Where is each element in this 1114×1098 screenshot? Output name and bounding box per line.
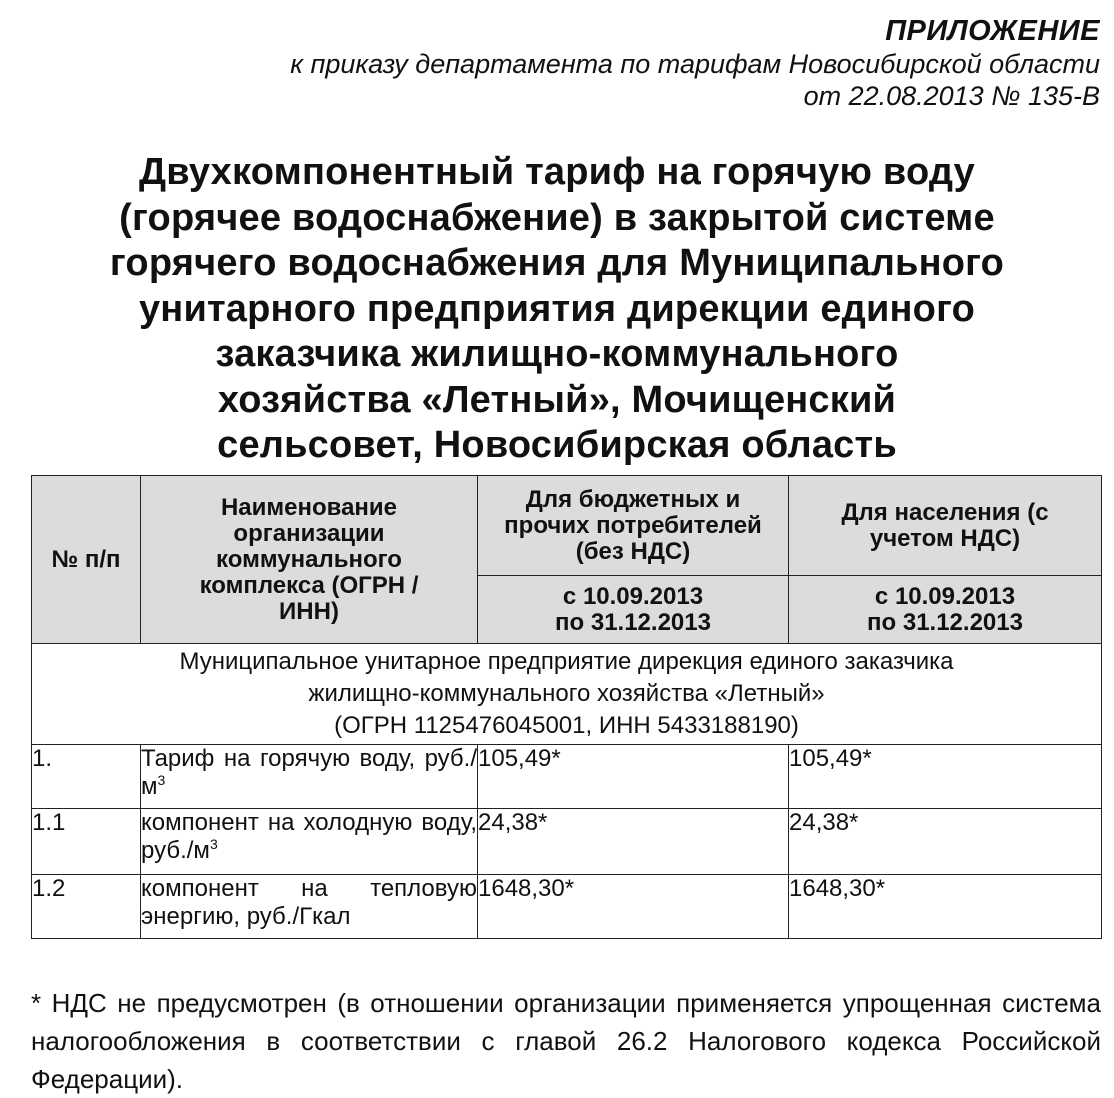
- organization-name-line: жилищно-коммунального хозяйства «Летный»: [308, 680, 825, 707]
- period-from: с 10.09.2013: [562, 582, 704, 610]
- period-from: с 10.09.2013: [874, 582, 1016, 610]
- row-population-value: 105,49*: [789, 745, 1102, 809]
- title-line: заказчика жилищно-коммунального: [215, 333, 899, 375]
- period-to: по 31.12.2013: [867, 608, 1023, 636]
- footnote: * НДС не предусмотрен (в отношении организации применяется упрощенная система налогообложения в соответствии с главой 26.2 Налогового кодекса Российской Федерации).: [31, 988, 1101, 1094]
- title-line: хозяйства «Летный», Мочищенский: [217, 378, 897, 421]
- row-number: 1.2: [32, 875, 141, 939]
- period-to: по 31.12.2013: [555, 608, 711, 636]
- row-name: компонент на тепловую энергию, руб./Гкал: [141, 875, 478, 939]
- row-population-value: 24,38*: [789, 809, 1102, 875]
- table-row: [32, 809, 1102, 875]
- title-line: Двухкомпонентный тариф на горячую воду: [139, 151, 975, 193]
- header-population-period: [789, 576, 1102, 644]
- appendix-header: [10, 14, 1100, 112]
- row-budget-value: 105,49*: [478, 745, 789, 809]
- row-budget-value: 24,38*: [478, 809, 789, 875]
- title-line: унитарного предприятия дирекции единого: [138, 287, 976, 330]
- table-row: [32, 745, 1102, 809]
- organization-row: [32, 644, 1102, 745]
- table-row: [32, 875, 1102, 939]
- title-line: (горячее водоснабжение) в закрытой системе: [119, 196, 995, 239]
- organization-name-line: Муниципальное унитарное предприятие дирекция единого заказчика: [179, 648, 954, 675]
- tariff-table: [31, 475, 1102, 939]
- row-population-value: 1648,30*: [789, 875, 1102, 939]
- header-org-name: Наименование организации коммунального комплекса (ОГРН / ИНН): [141, 476, 478, 644]
- header-budget: Для бюджетных и прочих потребителей (без НДС): [478, 476, 789, 576]
- appendix-order-date: от 22.08.2013 № 135-В: [803, 81, 1100, 111]
- header-population: Для населения (с учетом НДС): [789, 476, 1102, 576]
- row-number: 1.1: [32, 809, 141, 875]
- organization-ids: (ОГРН 1125476045001, ИНН 5433188190): [334, 712, 799, 739]
- appendix-order-ref: к приказу департамента по тарифам Новосибирской области: [290, 49, 1100, 79]
- row-name: компонент на холодную воду, $руб./м^3$: [141, 809, 478, 875]
- title-line: сельсовет, Новосибирская область: [217, 424, 897, 466]
- document-title: [20, 150, 1094, 469]
- header-budget-period: [478, 576, 789, 644]
- header-number: № п/п: [32, 476, 141, 644]
- row-name: Тариф на горячую воду, $руб./м^3$: [141, 745, 478, 809]
- row-number: 1.: [32, 745, 141, 809]
- title-line: горячего водоснабжения для Муниципального: [109, 242, 1005, 284]
- row-budget-value: 1648,30*: [478, 875, 789, 939]
- appendix-label: ПРИЛОЖЕНИЕ: [885, 15, 1100, 47]
